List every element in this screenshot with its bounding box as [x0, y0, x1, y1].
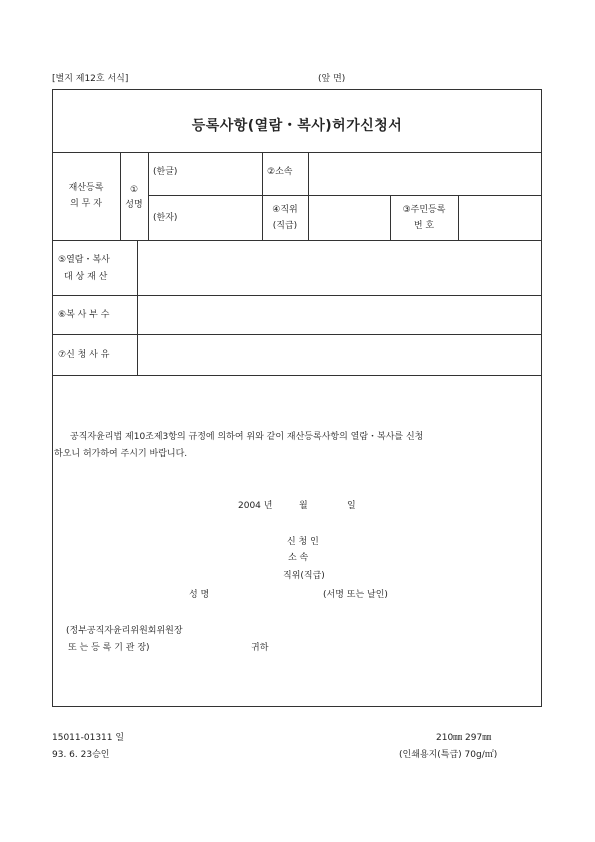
application-form [52, 89, 542, 707]
vline-label-col [137, 240, 138, 375]
position-label-1: ④직위 [272, 205, 298, 215]
name-label: 성명 [125, 200, 143, 210]
vline-label2 [308, 152, 309, 240]
hangul-label: (한글) [153, 167, 178, 177]
name-line: 성 명 [189, 590, 210, 600]
vline-name [148, 152, 149, 240]
obligor-label-1: 재산등록 [68, 183, 104, 193]
divider-applicant [52, 240, 542, 241]
vline-resident-left [390, 195, 391, 240]
position-line: 직위(직급) [283, 571, 325, 581]
form-code: 15011-01311 일 [52, 733, 125, 743]
vline-group [120, 152, 121, 240]
date-month: 월 [299, 501, 308, 511]
date-year: 2004 년 [238, 501, 273, 511]
form-number-label: [별지 제12호 서식] [52, 74, 129, 84]
copies-label: ⑥복 사 부 수 [58, 310, 110, 320]
vline-resident-right [458, 195, 459, 240]
page-side-label: (앞 면) [318, 74, 346, 84]
position-label-2: (직급) [272, 221, 298, 231]
paper-spec: (인쇄용지(특급) 70g/㎡) [399, 750, 498, 760]
signature-note: (서명 또는 날인) [323, 590, 388, 600]
resident-number-label-2: 번 호 [413, 221, 435, 231]
paper-size: 210㎜ 297㎜ [436, 733, 492, 743]
divider-target [52, 295, 542, 296]
honorific: 귀하 [251, 643, 269, 653]
divider-name-row [148, 195, 542, 196]
addressee-line-2: 또 는 등 록 기 관 장) [68, 643, 150, 653]
obligor-label-2: 의 무 자 [70, 199, 102, 209]
hanja-label: (한자) [153, 213, 178, 223]
resident-number-label-1: ③주민등록 [402, 205, 446, 215]
approval-date: 93. 6. 23승인 [52, 750, 110, 760]
reason-label: ⑦신 청 사 유 [58, 350, 110, 360]
statement-line-1: 공직자윤리법 제10조제3항의 규정에 의하여 위와 같이 재산등록사항의 열람・복사를 신청 [70, 432, 424, 442]
name-number: ① [129, 185, 139, 195]
statement-line-2: 하오니 허가하여 주시기 바랍니다. [54, 449, 188, 459]
target-property-label-1: ⑤열람・복사 [58, 255, 110, 265]
applicant-heading: 신 청 인 [287, 537, 319, 547]
addressee-line-1: (정부공직자윤리위원회위원장 [66, 626, 183, 636]
affiliation-label: ②소속 [267, 167, 293, 177]
divider-copies [52, 334, 542, 335]
divider-reason [52, 375, 542, 376]
affiliation-line: 소 속 [288, 553, 309, 563]
divider-title [52, 152, 542, 153]
form-title: 등록사항(열람・복사)허가신청서 [191, 118, 403, 134]
date-day: 일 [347, 501, 356, 511]
target-property-label-2: 대 상 재 산 [64, 272, 108, 282]
